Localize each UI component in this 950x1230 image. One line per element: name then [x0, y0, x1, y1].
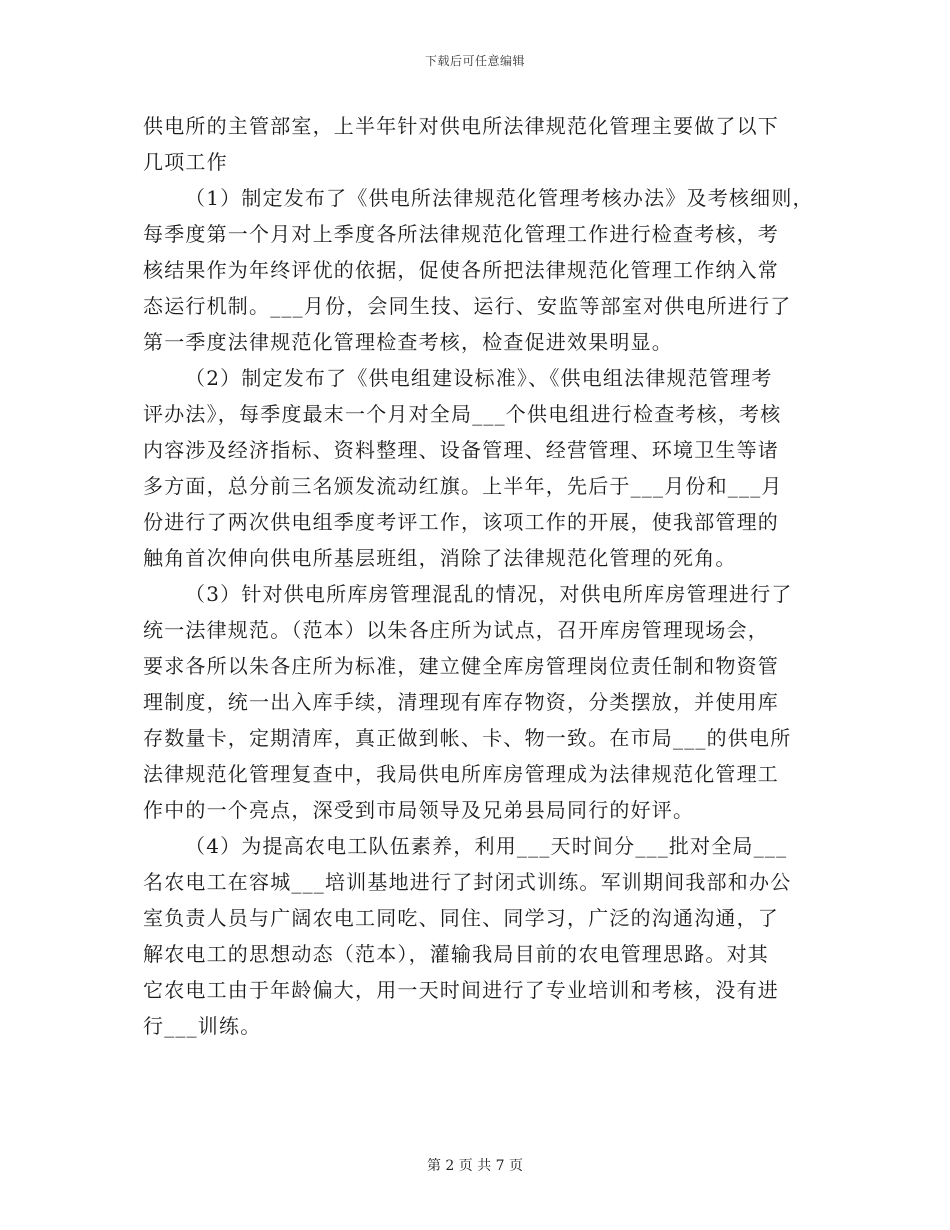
body-line: 第一季度法律规范化管理检查考核，检查促进效果明显。 — [143, 330, 673, 354]
body-line: 统一法律规范。（范本）以朱各庄所为试点，召开库房管理现场会， — [143, 618, 769, 642]
body-line: 作中的一个亮点，深受到市局领导及兄弟县局同行的好评。 — [143, 798, 695, 822]
body-line: 核结果作为年终评优的依据，促使各所把法律规范化管理工作纳入常 — [143, 258, 779, 282]
body-line: 份进行了两次供电组季度考评工作，该项工作的开展，使我部管理的 — [143, 510, 779, 534]
body-line: 室负责人员与广阔农电工同吃、同住、同学习，广泛的沟通沟通，了 — [143, 906, 779, 930]
paragraph-4-start: （4）为提高农电工队伍素养，利用___天时间分___批对全局___ — [185, 834, 788, 858]
body-line: 行___训练。 — [143, 1014, 262, 1038]
body-line: 评办法》，每季度最末一个月对全局___个供电组进行检查考核，考核 — [143, 402, 782, 426]
body-line: 供电所的主管部室，上半年针对供电所法律规范化管理主要做了以下 — [143, 114, 779, 138]
body-line: 触角首次伸向供电所基层班组，消除了法律规范化管理的死角。 — [143, 546, 737, 570]
body-line: 存数量卡，定期清库，真正做到帐、卡、物一致。在市局___的供电所 — [143, 726, 792, 750]
body-line: 态运行机制。___月份，会同生技、运行、安监等部室对供电所进行了 — [143, 294, 792, 318]
page-footer: 第 2 页 共 7 页 — [426, 1158, 524, 1174]
body-line: 内容涉及经济指标、资料整理、设备管理、经营管理、环境卫生等诸 — [143, 438, 779, 462]
body-line: 解农电工的思想动态（范本），灌输我局目前的农电管理思路。对其 — [143, 942, 769, 966]
body-line: 多方面，总分前三名颁发流动红旗。上半年，先后于___月份和___月 — [143, 474, 783, 498]
paragraph-1-start: （1）制定发布了《供电所法律规范化管理考核办法》及考核细则， — [185, 186, 814, 210]
document-body — [143, 108, 823, 1044]
body-line: 理制度，统一出入库手续，清理现有库存物资，分类摆放，并使用库 — [143, 690, 779, 714]
body-line: 每季度第一个月对上季度各所法律规范化管理工作进行检查考核，考 — [143, 222, 779, 246]
body-line: 要求各所以朱各庄所为标准，建立健全库房管理岗位责任制和物资管 — [143, 654, 779, 678]
body-line: 几项工作 — [143, 150, 228, 174]
body-line: 法律规范化管理复查中，我局供电所库房管理成为法律规范化管理工 — [143, 762, 779, 786]
paragraph-2-start: （2）制定发布了《供电组建设标准》、《供电组法律规范管理考 — [185, 366, 773, 390]
paragraph-3-start: （3）针对供电所库房管理混乱的情况，对供电所库房管理进行了 — [185, 582, 793, 606]
body-line: 名农电工在容城___培训基地进行了封闭式训练。军训期间我部和办公 — [143, 870, 792, 894]
body-line: 它农电工由于年龄偏大，用一天时间进行了专业培训和考核，没有进 — [143, 978, 779, 1002]
page-header: 下载后可任意编辑 — [424, 54, 525, 68]
